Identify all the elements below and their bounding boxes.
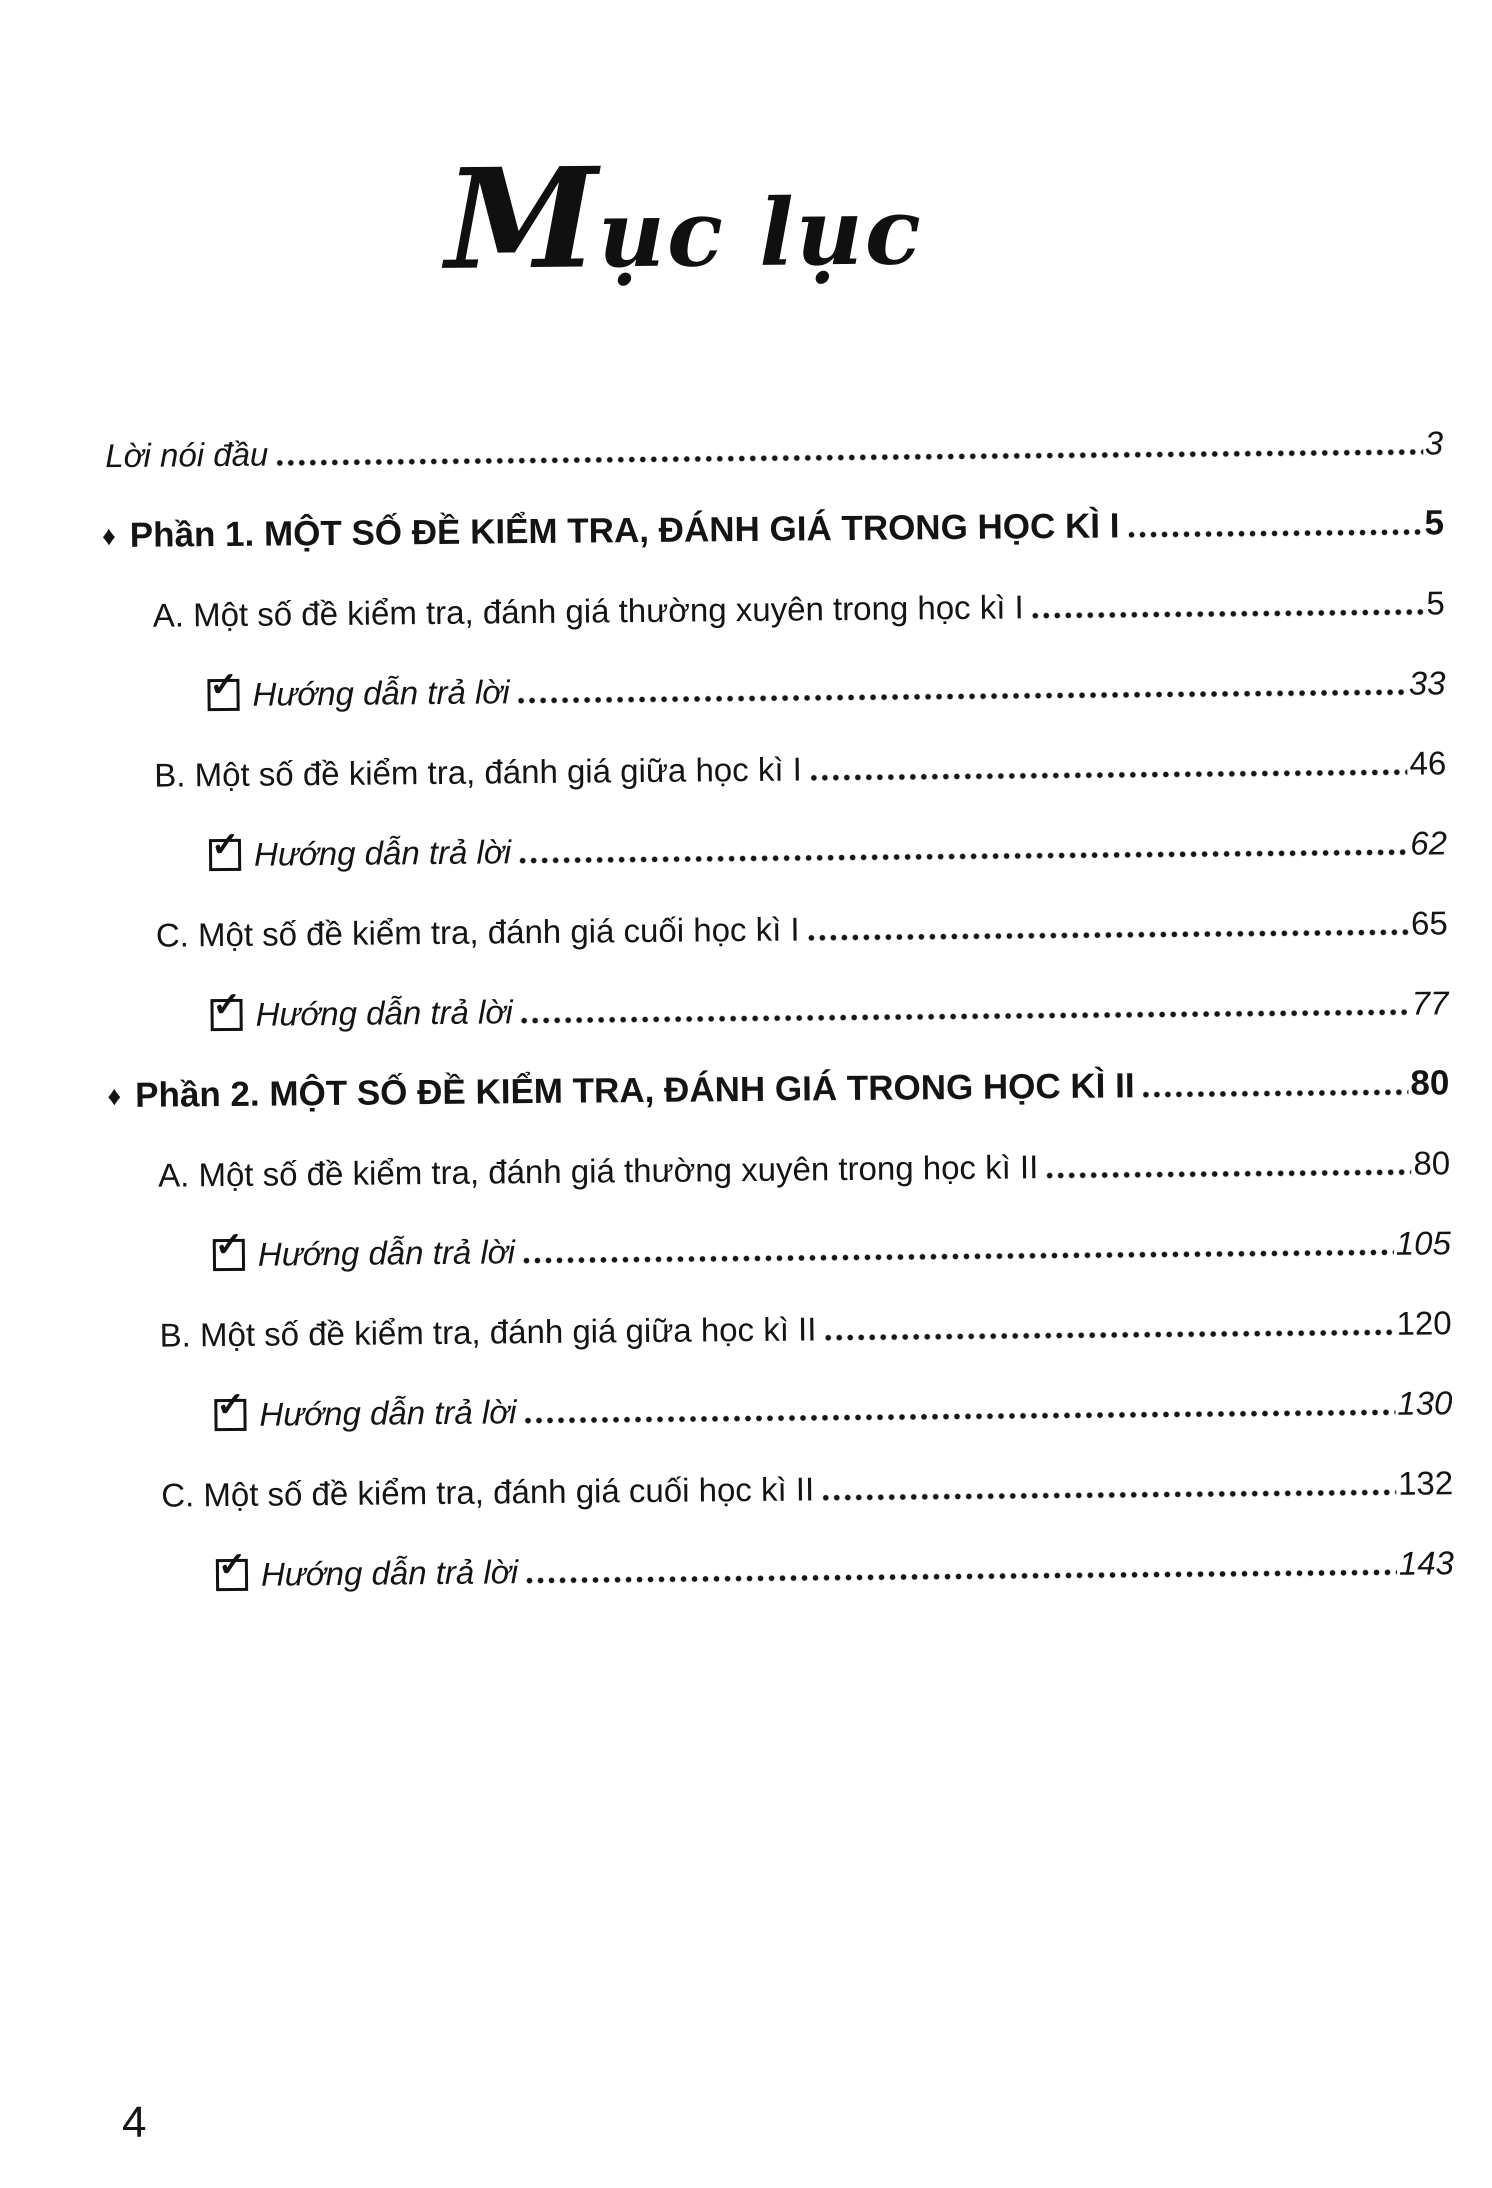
toc-entry-page-number: 5 [1426,583,1445,622]
check-mark-icon: ✓ [210,825,240,864]
checked-box-icon [216,1545,248,1591]
toc-entry-label: Phần 1. MỘT SỐ ĐỀ KIỂM TRA, ĐÁNH GIÁ TRONG HỌC KÌ I [129,506,1120,555]
toc-entry [85,626,1446,719]
page-title: Mục lục [444,136,924,301]
dot-leader [1046,1168,1411,1179]
dot-leader [523,1248,1394,1263]
toc-entry-label: Hướng dẫn trả lời [260,1552,519,1593]
toc-entry [87,866,1448,959]
toc-entry-page-number: 80 [1413,1143,1451,1182]
toc-entry [90,1106,1451,1199]
toc-entry-page-number: 65 [1410,903,1448,942]
toc-entry [93,1426,1454,1519]
toc-entry-label: C. Một số đề kiểm tra, đánh giá cuối học kì II [161,1470,815,1514]
dot-leader [810,768,1408,781]
check-mark-icon: ✓ [212,985,242,1024]
dot-leader [521,1008,1410,1024]
toc-entry [90,1186,1451,1279]
toc-entry-page-number: 132 [1397,1463,1454,1502]
toc-entry-page-number: 105 [1395,1223,1452,1262]
diamond-bullet-icon: ♦ [101,520,116,551]
toc-entry-label: A. Một số đề kiểm tra, đánh giá thường xuyên trong học kì II [157,1147,1039,1194]
check-mark-icon: ✓ [209,665,239,704]
toc-entry [83,386,1444,479]
toc-entry-page-number: 3 [1424,423,1444,462]
toc-entry-page-number: 77 [1411,983,1449,1022]
dot-leader [525,1408,1396,1423]
toc-entry-page-number: 130 [1397,1383,1453,1422]
dot-leader [824,1328,1394,1340]
dot-leader [1143,1088,1409,1098]
dot-leader [808,928,1410,941]
toc-entry-page-number: 62 [1410,823,1448,862]
footer-page-number: 4 [122,2098,147,2147]
toc-entry-label: Hướng dẫn trả lời [255,992,513,1033]
toc-entry-label: B. Một số đề kiểm tra, đánh giá giữa học kì II [159,1310,817,1354]
table-of-contents [83,386,1454,1599]
dot-leader [519,848,1408,864]
toc-entry-label: Hướng dẫn trả lời [253,832,512,873]
checked-box-icon [214,1385,246,1431]
toc-entry-page-number: 80 [1410,1062,1450,1103]
toc-entry [89,1026,1450,1119]
toc-entry-page-number: 143 [1398,1543,1455,1582]
diamond-bullet-icon: ♦ [107,1080,122,1111]
check-mark-icon: ✓ [216,1385,246,1424]
toc-entry-page-number: 120 [1396,1303,1452,1342]
toc-entry-label: C. Một số đề kiểm tra, đánh giá cuối học kì I [155,910,800,954]
toc-entry [93,1506,1454,1599]
toc-entry [91,1266,1452,1359]
toc-entry [84,546,1445,639]
check-mark-icon: ✓ [214,1225,244,1264]
checked-box-icon [210,985,242,1031]
toc-entry [87,786,1448,879]
dot-leader [276,448,1423,466]
dot-leader [518,688,1407,704]
dot-leader [822,1488,1396,1501]
toc-entry [92,1346,1453,1439]
checked-box-icon [207,665,239,711]
checked-box-icon [213,1225,245,1271]
toc-entry-label: Phần 2. MỘT SỐ ĐỀ KIỂM TRA, ĐÁNH GIÁ TRONG HỌC KÌ II [134,1065,1135,1115]
toc-entry [83,466,1444,559]
check-mark-icon: ✓ [217,1545,247,1584]
toc-entry-label: Hướng dẫn trả lời [257,1232,516,1273]
dot-leader [1032,608,1425,619]
toc-entry-label: A. Một số đề kiểm tra, đánh giá thường xuyên trong học kì I [152,588,1024,634]
toc-entry-label: Hướng dẫn trả lời [252,672,510,713]
toc-entry-page-number: 5 [1424,502,1445,543]
checked-box-icon [209,825,241,871]
toc-entry [86,706,1447,799]
toc-entry-label: Hướng dẫn trả lời [259,1392,517,1433]
dot-leader [1128,528,1423,538]
toc-entry-page-number: 46 [1409,743,1447,782]
toc-entry-page-number: 33 [1408,663,1446,702]
toc-entry-label: B. Một số đề kiểm tra, đánh giá giữa học kì I [154,750,803,794]
dot-leader [526,1568,1397,1583]
toc-entry-label: Lời nói đầu [105,435,269,474]
toc-entry [88,946,1449,1039]
